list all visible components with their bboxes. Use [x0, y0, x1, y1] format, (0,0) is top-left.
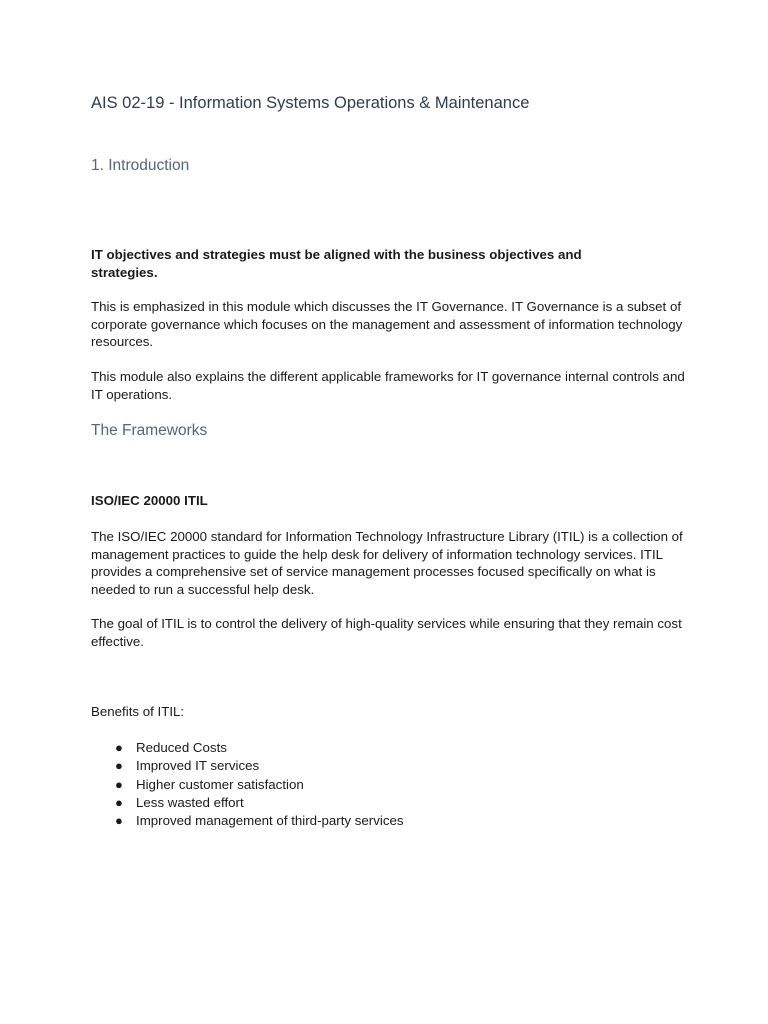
list-item	[91, 794, 404, 812]
section-heading-frameworks: The Frameworks	[91, 422, 208, 439]
benefits-list	[91, 739, 404, 830]
list-item	[91, 739, 404, 757]
itil-paragraph-2: The goal of ITIL is to control the delivery of high-quality services while ensuring that they remain cost effective.	[91, 616, 682, 649]
list-item-text: Improved IT services	[136, 758, 260, 774]
itil-paragraph-1: The ISO/IEC 20000 standard for Information Technology Infrastructure Library (ITIL) is a collection of management practices to guide the help desk for delivery of information technology services. ITIL provides a comprehensive set of service management processes focused specifically on what is needed to run a successful help desk.	[91, 529, 683, 597]
bullet-icon: ●	[115, 758, 123, 774]
list-item	[91, 776, 404, 794]
list-item	[91, 757, 404, 775]
list-item-text: Less wasted effort	[136, 794, 244, 810]
iso-itil-heading: ISO/IEC 20000 ITIL	[91, 493, 208, 508]
itil-paragraph-2-block	[91, 615, 691, 650]
document-title: AIS 02-19 - Information Systems Operations & Maintenance	[91, 94, 530, 112]
intro-lead-paragraph: IT objectives and strategies must be aligned with the business objectives and strategies.	[91, 247, 582, 280]
intro-paragraph-1: This is emphasized in this module which discusses the IT Governance. IT Governance is a subset of corporate governance which focuses on the management and assessment of information technology resources.	[91, 299, 683, 349]
section-heading-introduction: 1. Introduction	[91, 157, 190, 174]
intro-paragraph-2-block	[91, 368, 691, 403]
bullet-icon: ●	[115, 813, 123, 829]
benefits-label-block	[91, 703, 691, 721]
itil-paragraph-1-block	[91, 528, 691, 598]
list-item-text: Reduced Costs	[136, 740, 227, 755]
list-item	[91, 812, 404, 830]
intro-paragraph-1-block	[91, 298, 691, 351]
intro-paragraph-2: This module also explains the different applicable frameworks for IT governance internal controls and IT operations.	[91, 369, 685, 402]
list-item-text: Improved management of third-party services	[136, 813, 404, 829]
bullet-icon: ●	[115, 776, 123, 792]
intro-lead-block	[91, 246, 651, 281]
list-item-text: Higher customer satisfaction	[136, 776, 304, 792]
bullet-icon: ●	[115, 794, 123, 810]
bullet-icon: ●	[115, 740, 123, 755]
iso-heading-block	[91, 492, 691, 510]
benefits-label: Benefits of ITIL:	[91, 704, 185, 719]
